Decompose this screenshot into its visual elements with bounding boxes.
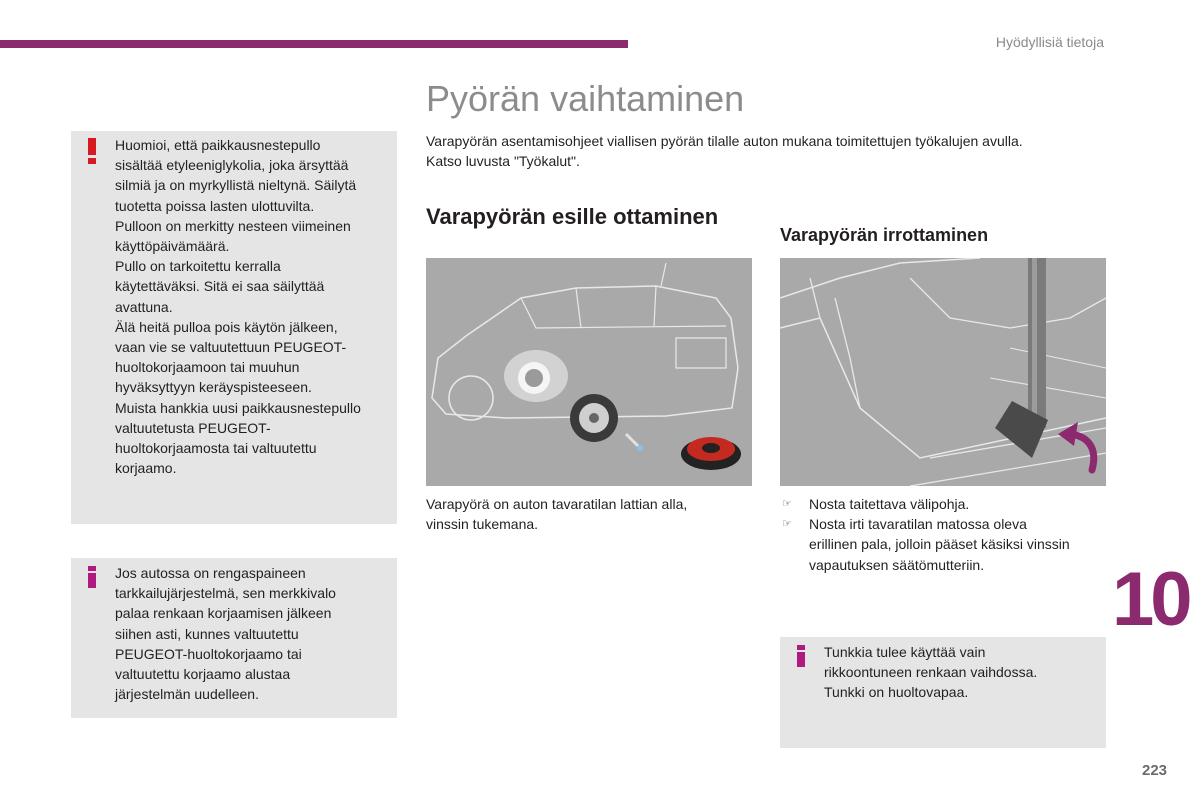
step-line: erillinen pala, jolloin pääset käsiksi vinssin [809, 536, 1070, 553]
exclamation-icon [86, 138, 98, 164]
figure-caption [426, 494, 746, 534]
warning-text [115, 135, 395, 478]
pointing-hand-icon: ☞ [782, 518, 792, 531]
section-title: Hyödyllisiä tietoja [995, 34, 1104, 50]
step-line: Nosta taitettava välipohja. [809, 496, 970, 512]
warning-line: Älä heitä pulloa pois käytön jälkeen, [115, 318, 338, 335]
info-line: valtuutettu korjaamo alustaa [115, 666, 291, 683]
warning-line: valtuutetusta PEUGEOT- [115, 419, 271, 436]
info-line: Jos autossa on rengaspaineen [115, 565, 306, 581]
info-line: Tunkki on huoltovapaa. [824, 684, 969, 701]
info-line: PEUGEOT-huoltokorjaamo tai [115, 645, 302, 662]
pointing-hand-icon: ☞ [782, 498, 792, 510]
info-line: rikkoontuneen renkaan vaihdossa. [824, 664, 1038, 681]
info-icon [87, 566, 97, 588]
page-title: Pyörän vaihtaminen [426, 78, 745, 119]
step-line: vapautuksen säätömutteriin. [809, 556, 985, 573]
warning-line: Pullo on tarkoitettu kerralla [115, 258, 281, 275]
warning-line: tuotetta poissa lasten ulottuvilta. [115, 197, 315, 214]
boot-floor-illustration [780, 258, 1106, 486]
info-icon [796, 645, 806, 667]
step-item [780, 494, 1110, 514]
info-text-jack [824, 642, 1094, 703]
warning-line: käytettäväksi. Sitä ei saa säilyttää [115, 278, 325, 295]
warning-line: Muista hankkia uusi paikkausnestepullo [115, 399, 361, 416]
warning-line: käyttöpäivämäärä. [115, 238, 230, 255]
chapter-number: 10 [1112, 557, 1189, 642]
intro-line: Katso luvusta "Työkalut". [426, 153, 580, 169]
page-number: 223 [1142, 762, 1168, 779]
warning-line: huoltokorjaamosta tai valtuutettu [115, 440, 317, 457]
info-line: siihen asti, kunnes valtuutettu [115, 625, 299, 642]
caption-line: vinssin tukemana. [426, 516, 539, 532]
info-text-tpms [115, 563, 395, 704]
warning-line: korjaamo. [115, 460, 177, 477]
warning-line: huoltokorjaamoon tai muuhun [115, 359, 300, 376]
section-heading-remove-spare: Varapyörän esille ottaminen [426, 204, 719, 229]
info-line: Tunkkia tulee käyttää vain [824, 644, 986, 660]
caption-line: Varapyörä on auton tavaratilan lattian alla, [426, 496, 688, 512]
step-line: Nosta irti tavaratilan matossa oleva [809, 516, 1027, 533]
warning-line: hyväksyttyyn keräyspisteeseen. [115, 379, 312, 396]
intro-line: Varapyörän asentamisohjeet viallisen pyörän tilalle auton mukana toimitettujen työkalujen avulla. [426, 133, 1023, 149]
warning-line: avattuna. [115, 298, 173, 315]
warning-line: Pulloon on merkitty nesteen viimeinen [115, 217, 351, 234]
info-line: palaa renkaan korjaamisen jälkeen [115, 605, 332, 622]
info-line: järjestelmän uudelleen. [115, 686, 259, 703]
intro-paragraph [426, 131, 1106, 171]
warning-line: Huomioi, että paikkausnestepullo [115, 137, 321, 153]
header-accent-bar [0, 40, 628, 48]
warning-line: sisältää etyleeniglykolia, joka ärsyttää [115, 157, 349, 174]
info-line: tarkkailujärjestelmä, sen merkkivalo [115, 585, 336, 602]
car-spare-wheel-illustration [426, 258, 752, 486]
warning-line: vaan vie se valtuutettuun PEUGEOT- [115, 339, 347, 356]
steps-list [780, 494, 1110, 575]
warning-line: silmiä ja on myrkyllistä nieltynä. Säilytä [115, 177, 357, 194]
step-item [780, 514, 1110, 575]
section-heading-release-spare: Varapyörän irrottaminen [780, 225, 989, 245]
